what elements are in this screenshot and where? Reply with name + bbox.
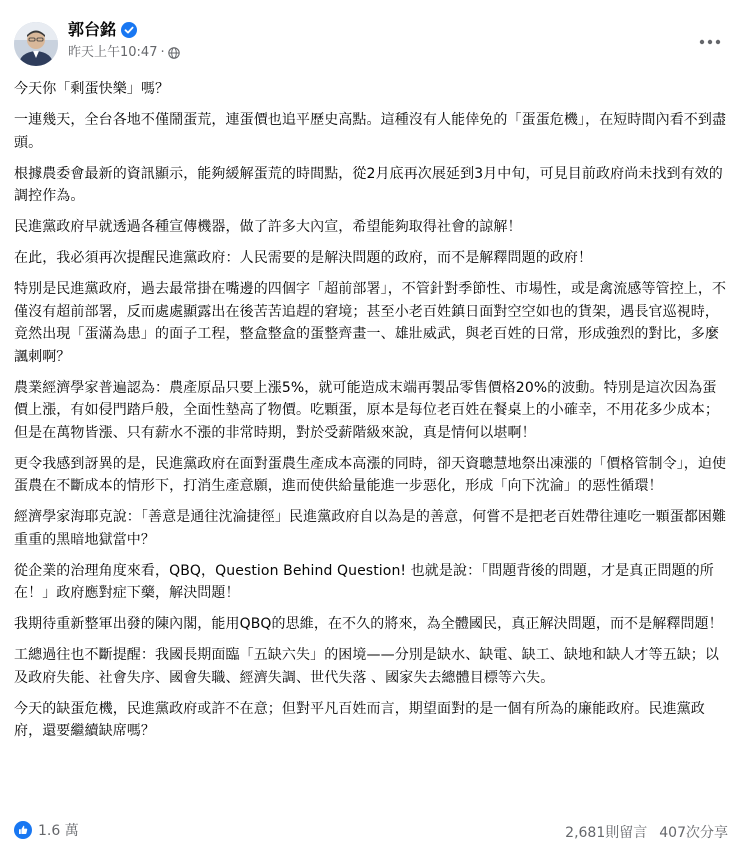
post-paragraph: 在此，我必須再次提醒民進黨政府：人民需要的是解決問題的政府，而不是解釋問題的政府！	[14, 250, 593, 266]
post-header	[0, 0, 738, 80]
comments-count-link[interactable]: 2,681則留言	[565, 825, 648, 841]
avatar-photo-icon	[14, 22, 58, 66]
globe-icon[interactable]	[168, 47, 180, 59]
post-paragraph: 根據農委會最新的資訊顯示，能夠緩解蛋荒的時間點，從2月底再次展延到3月中旬，可見目前政府尚未找到有效的調控作為。	[14, 165, 723, 204]
reactions-summary[interactable]	[14, 820, 79, 840]
shares-count-link[interactable]: 407次分享	[659, 825, 728, 841]
like-reaction-icon	[14, 821, 32, 839]
post-paragraph: 農業經濟學家普遍認為：農產原品只要上漲5%，就可能造成末端再製品零售價格20%的波動。特別是這次因為蛋價上漲，有如侵門踏戶般，全面性墊高了物價。吃顆蛋，原本是每位老百姓在餐桌上的小確幸，不用花多少成本；但是在萬物皆漲、只有薪水不漲的非常時期，對於受薪階級來說，真是情何以堪啊！	[14, 379, 719, 441]
post-paragraph: 一連幾天，全台各地不僅鬧蛋荒，連蛋價也追平歷史高點。這種沒有人能倖免的「蛋蛋危機」，在短時間內看不到盡頭。	[14, 112, 727, 151]
post-paragraph: 更令我感到訝異的是，民進黨政府在面對蛋農生產成本高漲的同時，卻天資聰慧地祭出凍漲的「價格管制令」，迫使蛋農在不斷成本的情形下，打消生產意願，進而使供給量能進一步惡化，形成「向下沈淪」的惡性循環！	[14, 455, 727, 494]
post-paragraph: 今天你「剩蛋快樂」嗎？	[14, 81, 170, 97]
author-name[interactable]: 郭台銘	[68, 20, 117, 39]
post-paragraph: 我期待重新整軍出發的陳內閣，能用QBQ的思維，在不久的將來，為全體國民，真正解決問題，而不是解釋問題！	[14, 616, 723, 632]
post-paragraph: 工總過往也不斷提醒：我國長期面臨「五缺六失」的困境——分別是缺水、缺電、缺工、缺地和缺人才等五缺；以及政府失能、社會失序、國會失職、經濟失調、世代失落 、國家失去總體目標等六失。	[14, 647, 719, 686]
more-options-button[interactable]	[694, 28, 726, 56]
post-paragraph: 經濟學家海耶克說：「善意是通往沈淪捷徑」民進黨政府自以為是的善意，何嘗不是把老百姓帶往連吃一顆蛋都困難重重的黑暗地獄當中？	[14, 509, 727, 548]
avatar[interactable]	[14, 22, 58, 66]
post-footer	[0, 816, 738, 842]
reactions-count: 1.6 萬	[38, 823, 79, 839]
post-paragraph: 從企業的治理角度來看，QBQ，Question Behind Question! 也就是說：「問題背後的問題，才是真正問題的所在！」政府應對症下藥，解決問題！	[14, 562, 714, 601]
post-paragraph: 特別是民進黨政府，過去最常掛在嘴邊的四個字「超前部署」，不管針對季節性、市場性，或是禽流感等管控上，不僅沒有超前部署，反而處處顯露出在後苦苦追趕的窘境；甚至小老百姓鎮日面對空空如也的貨架，遇長官巡視時，竟然出現「蛋滿為患」的面子工程，整盒整盒的蛋整齊畫一、雄壯威武，與老百姓的日常，形成強烈的對比，多麼諷刺啊？	[14, 281, 727, 365]
post-timestamp[interactable]: 昨天上午10:47	[68, 45, 158, 60]
post-paragraph: 今天的缺蛋危機，民進黨政府或許不在意；但對平凡百姓而言，期望面對的是一個有所為的廉能政府。民進黨政府，還要繼續缺席嗎？	[14, 700, 705, 739]
post-meta	[68, 44, 180, 62]
post-body	[14, 78, 728, 743]
more-dots-icon	[699, 39, 721, 45]
verified-badge-icon	[121, 22, 137, 38]
meta-separator: ·	[160, 45, 165, 60]
author-row	[68, 20, 137, 40]
engagement-counts	[565, 822, 728, 842]
post-paragraph: 民進黨政府早就透過各種宣傳機器，做了許多大內宣，希望能夠取得社會的諒解！	[14, 219, 522, 235]
